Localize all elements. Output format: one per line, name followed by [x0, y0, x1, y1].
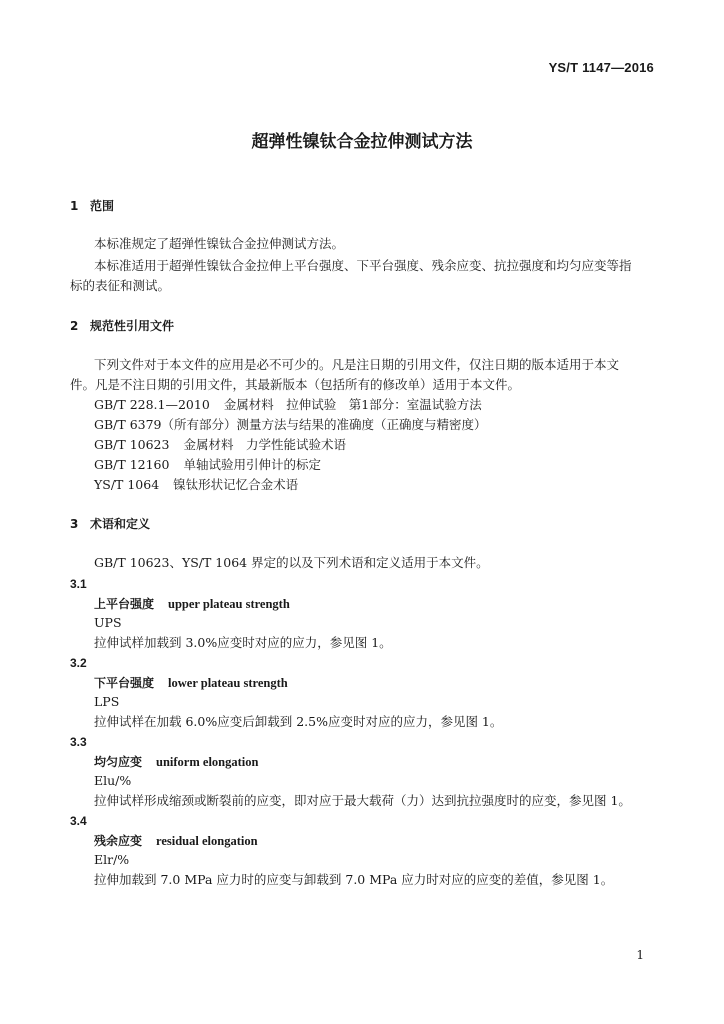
paragraph: 本标准规定了超弹性镍钛合金拉伸测试方法。 [94, 236, 345, 251]
term-definition: 拉伸试样加载到 3.0%应变时对应的应力，参见图 1。 [94, 635, 392, 650]
term-english: uniform elongation [156, 755, 259, 769]
section-title: 范围 [90, 199, 115, 213]
reference-title: 测量方法与结果的准确度（正确度与精密度） [236, 417, 487, 432]
term-heading [94, 595, 290, 613]
reference-item [94, 456, 321, 474]
standard-code: YS/T 1147—2016 [548, 60, 654, 75]
reference-title: 单轴试验用引伸计的标定 [183, 457, 321, 472]
term-number: 3.1 [70, 577, 87, 591]
paragraph: 下列文件对于本文件的应用是必不可少的。凡是注日期的引用文件，仅注日期的版本适用于本文 [94, 357, 620, 372]
term-heading [94, 674, 288, 692]
term-definition: 拉伸加载到 7.0 MPa 应力时的应变与卸载到 7.0 MPa 应力时对应的应变的差值，参见图 1。 [94, 872, 614, 887]
term-definition: 拉伸试样在加载 6.0%应变后卸载到 2.5%应变时对应的应力，参见图 1。 [94, 714, 503, 729]
reference-item [94, 436, 346, 454]
term-chinese: 下平台强度 [94, 676, 155, 690]
section-title: 规范性引用文件 [90, 319, 175, 333]
section-number: 1 [70, 199, 79, 213]
term-english: upper plateau strength [168, 597, 290, 611]
term-abbreviation: LPS [94, 694, 120, 709]
term-chinese: 残余应变 [94, 834, 143, 848]
term-english: lower plateau strength [168, 676, 288, 690]
section-number: 3 [70, 517, 79, 531]
reference-title: 金属材料 力学性能试验术语 [183, 437, 346, 452]
page-number: 1 [636, 948, 644, 962]
paragraph: 件。凡是不注日期的引用文件，其最新版本（包括所有的修改单）适用于本文件。 [70, 377, 521, 392]
term-number: 3.3 [70, 735, 87, 749]
reference-code: GB/T 12160 [94, 457, 170, 472]
term-definition: 拉伸试样形成缩颈或断裂前的应变，即对应于最大载荷（力）达到抗拉强度时的应变，参见图 1。 [94, 793, 631, 808]
document-title: 超弹性镍钛合金拉伸测试方法 [251, 132, 473, 152]
paragraph: 本标准适用于超弹性镍钛合金拉伸上平台强度、下平台强度、残余应变、抗拉强度和均匀应变等指 [94, 258, 632, 273]
reference-item [94, 396, 482, 414]
reference-title: 金属材料 拉伸试验 第1部分：室温试验方法 [223, 397, 482, 412]
reference-code: GB/T 6379（所有部分） [94, 417, 237, 432]
term-heading [94, 832, 258, 850]
term-chinese: 上平台强度 [94, 597, 155, 611]
reference-item [94, 416, 487, 434]
paragraph: 标的表征和测试。 [70, 278, 171, 293]
section-number: 2 [70, 319, 79, 333]
reference-code: GB/T 10623 [94, 437, 170, 452]
reference-title: 镍钛形状记忆合金术语 [173, 477, 299, 492]
term-abbreviation: Elr/% [94, 852, 130, 867]
section-title: 术语和定义 [90, 517, 151, 531]
section-heading-terms-definitions [70, 515, 150, 533]
term-heading [94, 753, 258, 771]
term-number: 3.4 [70, 814, 87, 828]
reference-item [94, 476, 298, 494]
term-chinese: 均匀应变 [94, 755, 143, 769]
reference-code: GB/T 228.1—2010 [94, 397, 210, 412]
term-english: residual elongation [156, 834, 258, 848]
term-abbreviation: Elu/% [94, 773, 132, 788]
section-heading-normative-references [70, 317, 174, 335]
term-abbreviation: UPS [94, 615, 122, 630]
term-number: 3.2 [70, 656, 87, 670]
paragraph: GB/T 10623、YS/T 1064 界定的以及下列术语和定义适用于本文件。 [94, 555, 489, 570]
section-heading-scope [70, 197, 114, 215]
reference-code: YS/T 1064 [94, 477, 160, 492]
